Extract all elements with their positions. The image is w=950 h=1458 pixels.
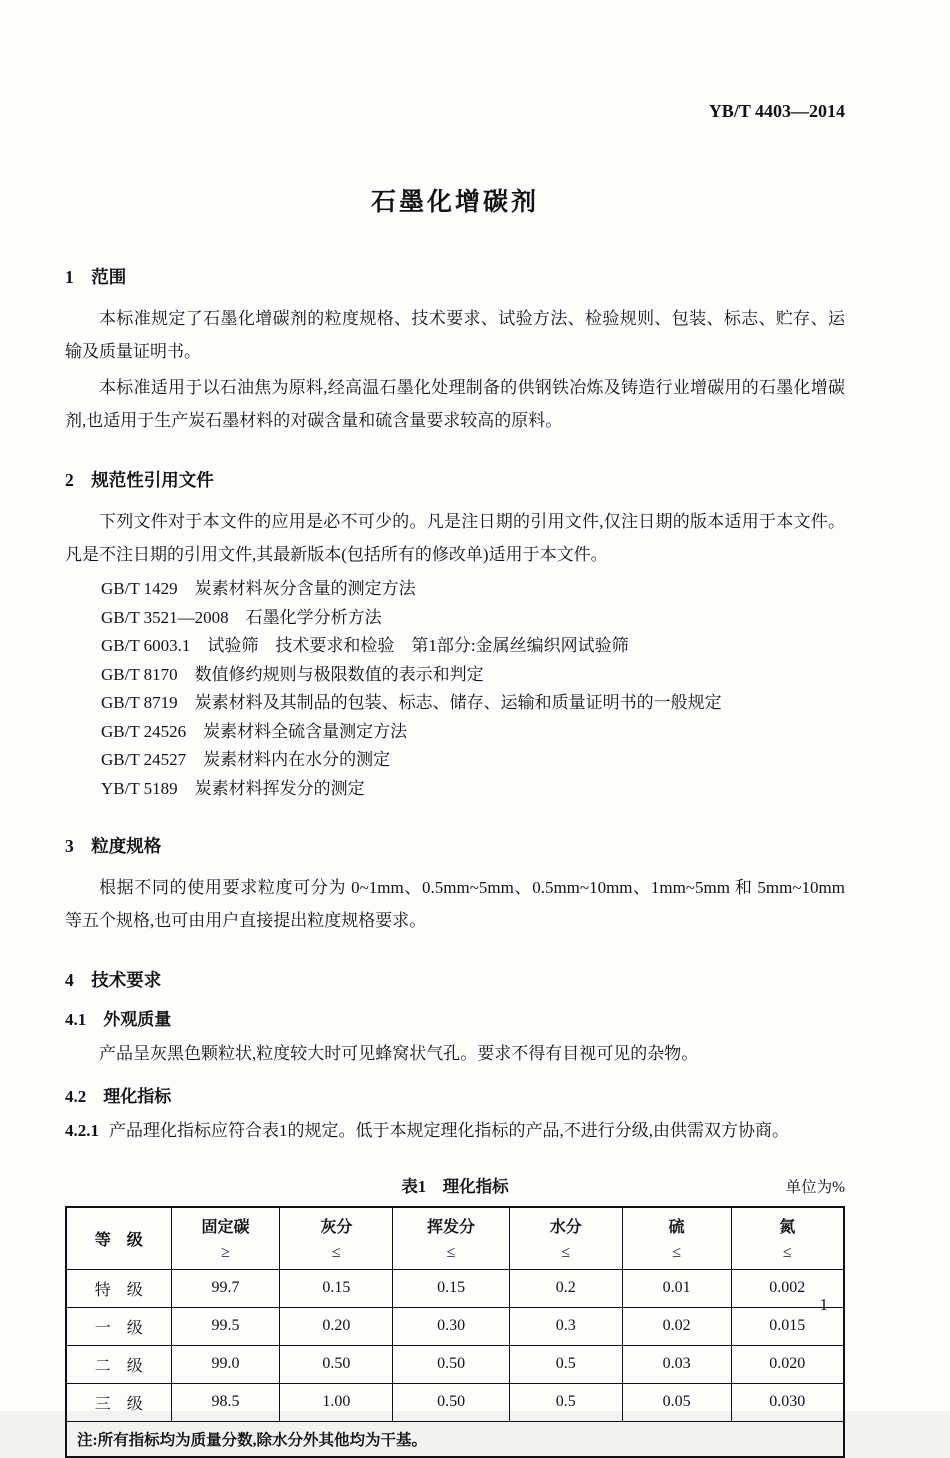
table-caption: 表1 理化指标 (401, 1177, 509, 1196)
grade-cell: 二 级 (66, 1345, 171, 1383)
reference-item: GB/T 3521—2008 石墨化学分析方法 (101, 607, 382, 627)
value-cell: 99.0 (171, 1345, 280, 1383)
value-cell: 0.030 (731, 1383, 844, 1421)
section-1-paragraph-1: 本标准规定了石墨化增碳剂的粒度规格、技术要求、试验方法、检验规则、包装、标志、贮存、运输及质量证明书。 (65, 309, 845, 361)
table-row (66, 1307, 844, 1345)
reference-item: GB/T 1429 炭素材料灰分含量的测定方法 (101, 579, 416, 598)
value-cell: 0.020 (731, 1345, 844, 1383)
value-cell: 1.00 (280, 1383, 393, 1421)
value-cell: 0.5 (509, 1383, 622, 1421)
table-note-row (66, 1421, 844, 1457)
value-cell: 0.5 (509, 1345, 622, 1383)
table-note: 注:所有指标均为质量分数,除水分外其他均为干基。 (66, 1421, 844, 1457)
page-number: 1 (819, 1295, 828, 1314)
clause-text: 产品理化指标应符合表1的规定。低于本规定理化指标的产品,不进行分级,由供需双方协商。 (109, 1121, 789, 1140)
value-cell: 99.7 (171, 1269, 280, 1307)
value-cell: 0.30 (393, 1307, 510, 1345)
value-cell: 0.50 (280, 1345, 393, 1383)
value-cell: 0.02 (622, 1307, 731, 1345)
page-title: 石墨化增碳剂 (370, 189, 539, 216)
section-1-paragraph-2: 本标准适用于以石油焦为原料,经高温石墨化处理制备的供钢铁冶炼及铸造行业增碳用的石墨化增碳剂,也适用于生产炭石墨材料的对碳含量和硫含量要求较高的原料。 (65, 378, 845, 430)
value-cell: 0.15 (393, 1269, 510, 1307)
value-cell: 98.5 (171, 1383, 280, 1421)
value-cell: 0.002 (731, 1269, 844, 1307)
value-cell: 99.5 (171, 1307, 280, 1345)
grade-cell: 特 级 (66, 1269, 171, 1307)
value-cell: 0.50 (393, 1345, 510, 1383)
table-header-row (66, 1207, 844, 1269)
table-unit-label: 单位为% (785, 1179, 845, 1196)
value-cell: 0.05 (622, 1383, 731, 1421)
section-2-intro: 下列文件对于本文件的应用是必不可少的。凡是注日期的引用文件,仅注日期的版本适用于本文件。凡是不注日期的引用文件,其最新版本(包括所有的修改单)适用于本文件。 (65, 512, 845, 564)
reference-item: GB/T 24526 炭素材料全硫含量测定方法 (101, 721, 408, 741)
value-cell: 0.15 (280, 1269, 393, 1307)
clause-4-2-1 (65, 1114, 845, 1147)
section-4-1-heading: 4.1 外观质量 (65, 1010, 172, 1029)
table-head (66, 1207, 844, 1269)
column-header: 水分 ≤ (509, 1207, 622, 1269)
reference-item: GB/T 24527 炭素材料内在水分的测定 (101, 750, 391, 769)
value-cell: 0.2 (509, 1269, 622, 1307)
reference-item: GB/T 8170 数值修约规则与极限数值的表示和判定 (101, 664, 484, 684)
table-caption-row (65, 1173, 845, 1197)
reference-item: GB/T 6003.1 试验筛 技术要求和检验 第1部分:金属丝编织网试验筛 (101, 636, 629, 655)
column-header: 等 级 (66, 1207, 171, 1269)
column-header: 固定碳 ≥ (171, 1207, 280, 1269)
grade-cell: 一 级 (66, 1307, 171, 1345)
column-header: 氮 ≤ (731, 1207, 844, 1269)
reference-item: GB/T 8719 炭素材料及其制品的包装、标志、储存、运输和质量证明书的一般规定 (101, 693, 722, 712)
column-header: 挥发分 ≤ (393, 1207, 510, 1269)
value-cell: 0.50 (393, 1383, 510, 1421)
section-4-heading: 4 技术要求 (65, 970, 162, 990)
table-row (66, 1269, 844, 1307)
grade-cell: 三 级 (66, 1383, 171, 1421)
section-2-heading: 2 规范性引用文件 (65, 470, 214, 490)
section-4-1-paragraph: 产品呈灰黑色颗粒状,粒度较大时可见蜂窝状气孔。要求不得有目视可见的杂物。 (99, 1044, 699, 1063)
value-cell: 0.20 (280, 1307, 393, 1345)
value-cell: 0.03 (622, 1345, 731, 1383)
value-cell: 0.01 (622, 1269, 731, 1307)
table-row (66, 1345, 844, 1383)
section-3-paragraph: 根据不同的使用要求粒度可分为 0~1mm、0.5mm~5mm、0.5mm~10mm、1mm~5mm 和 5mm~10mm 等五个规格,也可由用户直接提出粒度规格要求。 (65, 878, 845, 930)
section-1-heading: 1 范围 (65, 267, 127, 287)
column-header: 灰分 ≤ (280, 1207, 393, 1269)
table-body (66, 1269, 844, 1457)
clause-number: 4.2.1 (65, 1121, 99, 1140)
table-row (66, 1383, 844, 1421)
section-3-heading: 3 粒度规格 (65, 836, 162, 856)
reference-item: YB/T 5189 炭素材料挥发分的测定 (101, 778, 365, 798)
doc-number: YB/T 4403—2014 (708, 101, 845, 121)
section-4-2-heading: 4.2 理化指标 (65, 1087, 172, 1106)
spec-table (65, 1206, 845, 1458)
references-list (65, 575, 845, 803)
value-cell: 0.015 (731, 1307, 844, 1345)
value-cell: 0.3 (509, 1307, 622, 1345)
column-header: 硫 ≤ (622, 1207, 731, 1269)
